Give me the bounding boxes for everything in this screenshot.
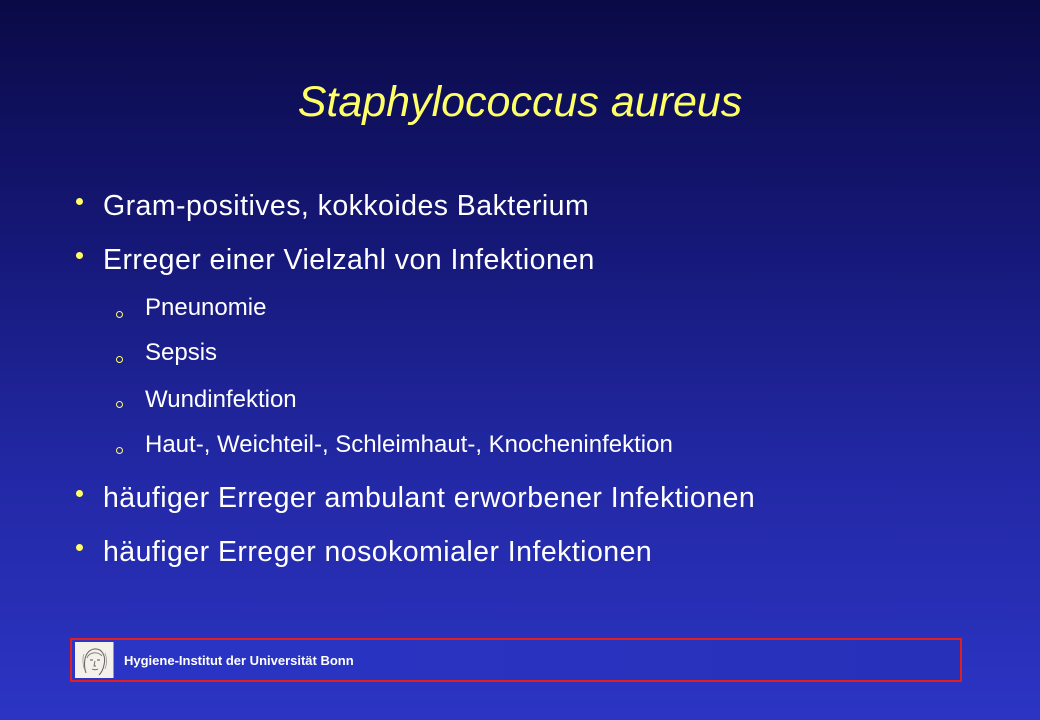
bullet-item: häufiger Erreger ambulant erworbener Infektionen	[103, 482, 756, 514]
institution-label: Hygiene-Institut der Universität Bonn	[124, 653, 354, 668]
bullet-dot-icon	[76, 198, 83, 205]
bullet-item: Erreger einer Vielzahl von Infektionen	[103, 244, 595, 276]
sub-bullet-ring-icon	[116, 356, 123, 363]
portrait-sketch-icon	[75, 642, 114, 678]
bullet-dot-icon	[76, 490, 83, 497]
bullet-dot-icon	[76, 252, 83, 259]
sub-bullet-item: Sepsis	[145, 339, 218, 366]
sub-bullet-item: Wundinfektion	[145, 386, 297, 413]
bullet-dot-icon	[76, 544, 83, 551]
sub-bullet-ring-icon	[116, 311, 123, 318]
bullet-item: häufiger Erreger nosokomialer Infektionen	[103, 536, 653, 568]
sub-bullet-item: Haut-, Weichteil-, Schleimhaut-, Knocheninfektion	[145, 431, 673, 458]
sub-bullet-ring-icon	[116, 401, 123, 408]
sub-bullet-item: Pneunomie	[145, 294, 267, 321]
bullet-item: Gram-positives, kokkoides Bakterium	[103, 190, 590, 222]
slide-title: Staphylococcus aureus	[297, 78, 743, 126]
sub-bullet-ring-icon	[116, 447, 123, 454]
footer-bar	[70, 638, 962, 682]
